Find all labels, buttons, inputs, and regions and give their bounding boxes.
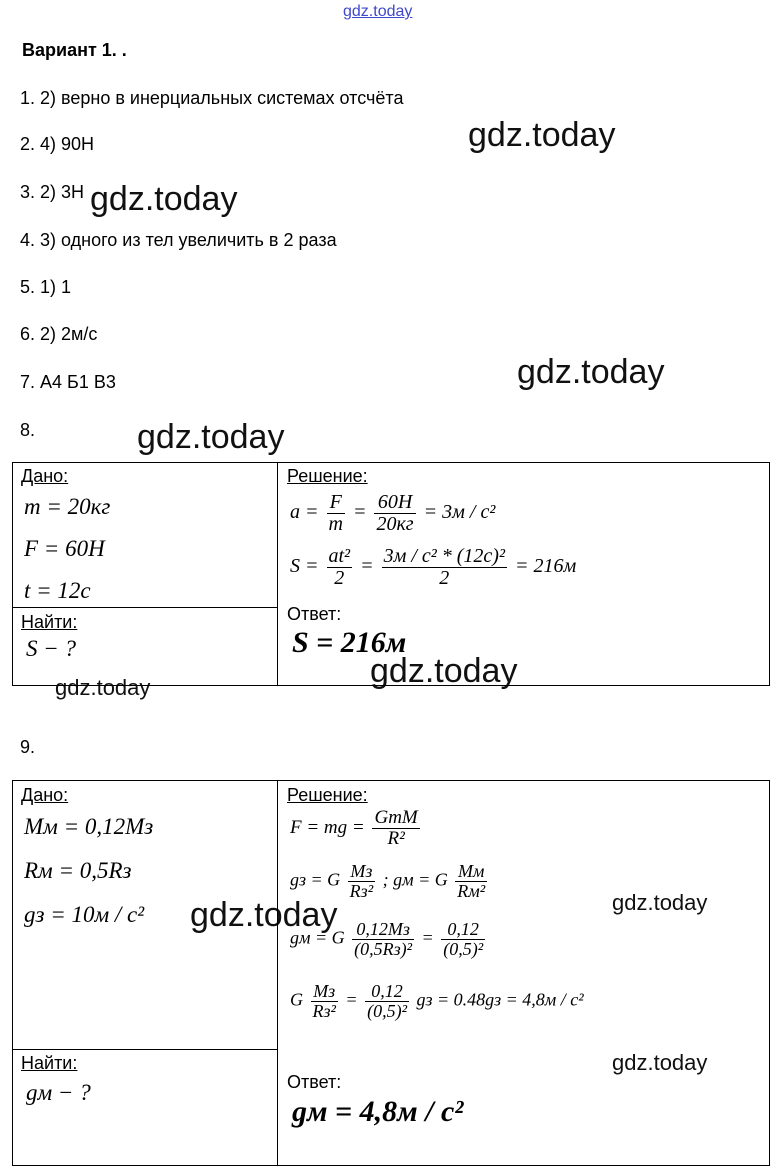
equation-distance: S = $\frac{\text{at²}}{2}$ = 3м / c² * (12c)² 2 = 216м [290, 545, 577, 589]
given-header: Дано: [21, 785, 69, 805]
variant-title: Вариант 1. . [22, 40, 127, 60]
watermark: gdz.today [90, 180, 238, 218]
watermark: gdz.today [468, 116, 616, 154]
find-value: S − ? [26, 636, 77, 661]
answer-value: S = 216м [292, 626, 407, 659]
table-divider [12, 1049, 277, 1050]
table-divider [277, 462, 278, 686]
given-header: Дано: [21, 466, 69, 486]
equation-acceleration: a = $\frac{F}{m}$ = 60H 20кг = 3м / c² [290, 491, 496, 535]
solution-header: Решение: [287, 785, 368, 805]
answer-label: Ответ: [287, 604, 342, 624]
watermark: gdz.today [517, 353, 665, 391]
problem-8-number: 8. [20, 420, 36, 440]
equation-moon-gravity: gм = G 0,12Mз (0,5Rз)² = $\frac{0,12}{\text{(0,5)²}}$ [290, 919, 484, 959]
find-header: Найти: [21, 612, 78, 632]
table-divider [277, 780, 278, 1166]
answer-5: 5. 1) 1 [20, 277, 72, 297]
answer-3: 3. 2) 3Н [20, 182, 85, 202]
given-earth-gravity: gз = 10м / c² [24, 902, 145, 927]
answer-label: Ответ: [287, 1072, 342, 1092]
given-force: F = 60H [24, 536, 105, 561]
watermark: gdz.today [612, 1050, 708, 1075]
find-header: Найти: [21, 1053, 78, 1073]
watermark: gdz.today [137, 418, 285, 456]
watermark: gdz.today [370, 652, 518, 690]
given-radius-ratio: Rм = 0,5Rз [24, 858, 132, 883]
given-mass-ratio: Mм = 0,12Mз [24, 814, 154, 839]
find-value: gм − ? [26, 1080, 91, 1105]
equation-surface-gravity: gз = G Mз Rз² ; gм = G Mм Rм² [290, 861, 486, 901]
answer-2: 2. 4) 90Н [20, 134, 95, 154]
answer-1: 1. 2) верно в инерциальных системах отсчёта [20, 88, 404, 108]
answer-4: 4. 3) одного из тел увеличить в 2 раза [20, 230, 337, 250]
table-divider [12, 607, 277, 608]
watermark: gdz.today [612, 890, 708, 915]
solution-header: Решение: [287, 466, 368, 486]
answer-7: 7. А4 Б1 В3 [20, 372, 116, 392]
watermark: gdz.today [190, 896, 338, 934]
answer-6: 6. 2) 2м/с [20, 324, 98, 344]
equation-gravity-force: F = mg = GmM R² [290, 807, 418, 849]
site-logo-link[interactable]: gdz.today [343, 3, 413, 20]
equation-result: G Mз Rз² = $\frac{0,12}{\text{(0,5)²}}$ gз = 0.48gз = 4,8м / c² [290, 981, 584, 1021]
problem-9-number: 9. [20, 737, 36, 757]
given-mass: m = 20кг [24, 494, 111, 519]
watermark: gdz.today [55, 675, 151, 700]
given-time: t = 12c [24, 578, 91, 603]
answer-value: gм = 4,8м / c² [292, 1095, 464, 1128]
